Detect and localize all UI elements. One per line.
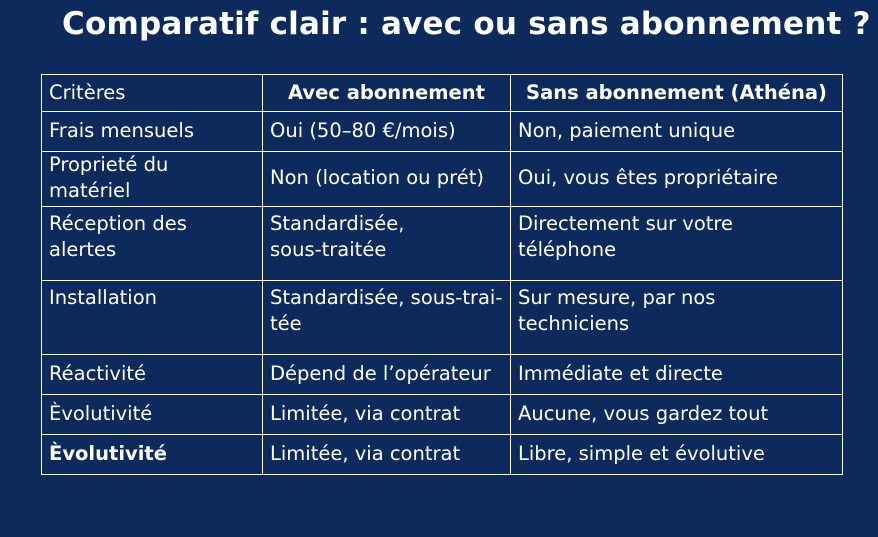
without-subscription-cell — [511, 112, 843, 152]
cell-line: Oui, vous êtes propriétaire — [518, 166, 779, 189]
cell-line: Réactivité — [49, 361, 147, 385]
table-row — [42, 207, 843, 281]
cell-line: Proprieté du matériel — [49, 153, 169, 202]
without-subscription-cell — [511, 152, 843, 207]
cell-line: sous-traitée — [270, 238, 387, 261]
cell-line: Immédiate et directe — [518, 361, 723, 385]
with-subscription-cell — [263, 355, 511, 395]
with-subscription-cell — [263, 152, 511, 207]
cell-line: Installation — [49, 286, 158, 309]
header-criteria: Critères — [42, 75, 263, 112]
header-without-subscription: Sans abonnement (Athéna) — [511, 75, 843, 112]
cell-line: Èvolutivité — [49, 401, 153, 425]
criterion-cell — [42, 112, 263, 152]
cell-line: Standardisée, sous-trai- — [270, 286, 503, 309]
criterion-cell — [42, 435, 263, 475]
cell-line: Frais mensuels — [49, 118, 194, 142]
cell-line: Réception des — [49, 212, 187, 235]
with-subscription-cell — [263, 435, 511, 475]
without-subscription-cell — [511, 395, 843, 435]
without-subscription-cell — [511, 355, 843, 395]
table-row — [42, 152, 843, 207]
cell-line: Oui (50–80 €/mois) — [270, 118, 456, 142]
cell-line: Limitée, via contrat — [270, 401, 461, 425]
table-row — [42, 395, 843, 435]
without-subscription-cell — [511, 435, 843, 475]
cell-line: alertes — [49, 238, 117, 261]
page-title: Comparatif clair : avec ou sans abonnement ? — [62, 6, 871, 42]
without-subscription-cell — [511, 281, 843, 355]
cell-line: Limitée, via contrat — [270, 441, 461, 465]
table-row — [42, 112, 843, 152]
cell-line: téléphone — [518, 238, 617, 261]
criterion-cell — [42, 281, 263, 355]
cell-line: Non (location ou prét) — [270, 166, 484, 189]
cell-line: Sur mesure, par nos — [518, 286, 716, 309]
with-subscription-cell — [263, 281, 511, 355]
criterion-cell — [42, 207, 263, 281]
without-subscription-cell — [511, 207, 843, 281]
cell-line: Libre, simple et évolutive — [518, 441, 765, 465]
table-header-row — [42, 75, 843, 112]
table-row — [42, 435, 843, 475]
cell-line: Èvolutivité — [49, 441, 167, 465]
with-subscription-cell — [263, 112, 511, 152]
with-subscription-cell — [263, 207, 511, 281]
header-with-subscription: Avec abonnement — [263, 75, 511, 112]
cell-line: Dépend de l’opérateur — [270, 361, 491, 385]
cell-line: Standardisée, — [270, 212, 405, 235]
criterion-cell — [42, 152, 263, 207]
criterion-cell — [42, 355, 263, 395]
table-row — [42, 281, 843, 355]
table-row — [42, 355, 843, 395]
comparison-table — [41, 74, 843, 475]
with-subscription-cell — [263, 395, 511, 435]
criterion-cell — [42, 395, 263, 435]
cell-line: Directement sur votre — [518, 212, 734, 235]
cell-line: Aucune, vous gardez tout — [518, 401, 769, 425]
cell-line: tée — [270, 312, 302, 335]
cell-line: techniciens — [518, 312, 630, 335]
cell-line: Non, paiement unique — [518, 118, 736, 142]
